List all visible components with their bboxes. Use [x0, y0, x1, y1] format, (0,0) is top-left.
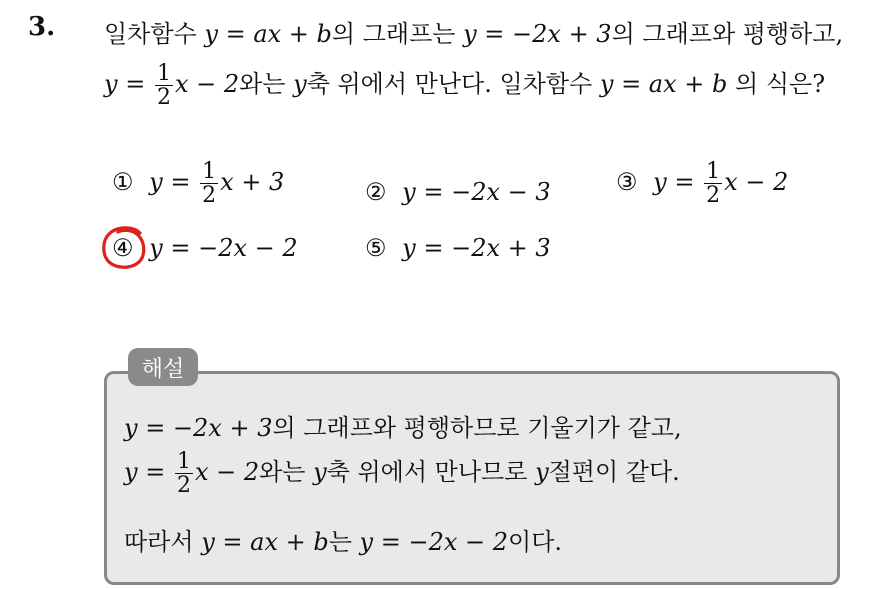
solution-line-3 — [124, 522, 562, 557]
equation-prefix: y = — [104, 70, 146, 99]
equation: y = ax + b — [201, 528, 329, 556]
solution-line-1 — [124, 408, 682, 443]
text: 절편이 같다. — [548, 458, 680, 487]
text: 축 위에서 만난다. 일차함수 — [306, 70, 593, 99]
fraction — [175, 450, 193, 497]
equation-suffix: x − 2 — [724, 168, 789, 197]
choice-3[interactable] — [616, 160, 788, 207]
choice-number: ④ — [112, 234, 134, 262]
choice-2[interactable] — [365, 178, 551, 206]
fraction — [200, 160, 218, 207]
equation-suffix: x + 3 — [220, 168, 285, 197]
text: 는 — [328, 528, 352, 556]
text: 와는 — [259, 458, 306, 487]
fraction — [704, 160, 722, 207]
text: 이다. — [508, 528, 563, 556]
fraction-numerator: 1 — [706, 159, 721, 184]
text: 의 그래프와 평행하므로 기울기가 같고, — [272, 414, 682, 442]
equation-prefix: y = — [149, 168, 191, 197]
equation: y = ax + b — [204, 20, 332, 48]
choice-number: ⑤ — [365, 234, 387, 262]
question-line-2 — [104, 62, 825, 109]
fraction-denominator: 2 — [176, 473, 191, 499]
text: 축 위에서 만나므로 — [326, 458, 528, 487]
variable: y — [535, 458, 549, 487]
equation: y = −2x − 2 — [359, 528, 509, 556]
text: 의 그래프와 평행하고, — [611, 20, 844, 48]
fraction-denominator: 2 — [706, 183, 721, 209]
equation: y = −2x − 3 — [402, 178, 551, 206]
question-number: 3. — [28, 12, 56, 42]
equation: y = −2x − 2 — [149, 234, 298, 262]
text: 의 식은? — [735, 70, 826, 99]
equation-suffix: x − 2 — [174, 70, 240, 99]
equation: y = −2x + 3 — [124, 414, 273, 442]
text: 와는 — [239, 70, 286, 99]
fraction-numerator: 1 — [176, 449, 191, 474]
variable: y — [313, 458, 327, 487]
fraction-denominator: 2 — [156, 85, 171, 111]
choice-1[interactable] — [112, 160, 284, 207]
choice-number: ① — [112, 168, 134, 197]
solution-line-2 — [124, 450, 680, 497]
fraction-denominator: 2 — [202, 183, 217, 209]
equation-suffix: x − 2 — [194, 458, 260, 487]
fraction-numerator: 1 — [156, 61, 171, 86]
choice-number: ③ — [616, 168, 638, 197]
equation: y = −2x + 3 — [402, 234, 551, 262]
solution-tab-label: 해설 — [128, 348, 198, 386]
choice-number: ② — [365, 178, 387, 206]
text: 일차함수 — [104, 20, 197, 48]
fraction — [155, 62, 173, 109]
variable: y — [293, 70, 307, 99]
equation: y = ax + b — [599, 70, 728, 99]
fraction-numerator: 1 — [202, 159, 217, 184]
text: 따라서 — [124, 528, 194, 556]
equation-prefix: y = — [653, 168, 695, 197]
choice-5[interactable] — [365, 234, 551, 262]
equation-prefix: y = — [124, 458, 166, 487]
question-line-1 — [104, 14, 843, 49]
text: 의 그래프는 — [331, 20, 456, 48]
answer-circle-icon — [100, 224, 148, 270]
equation: y = −2x + 3 — [463, 20, 612, 48]
